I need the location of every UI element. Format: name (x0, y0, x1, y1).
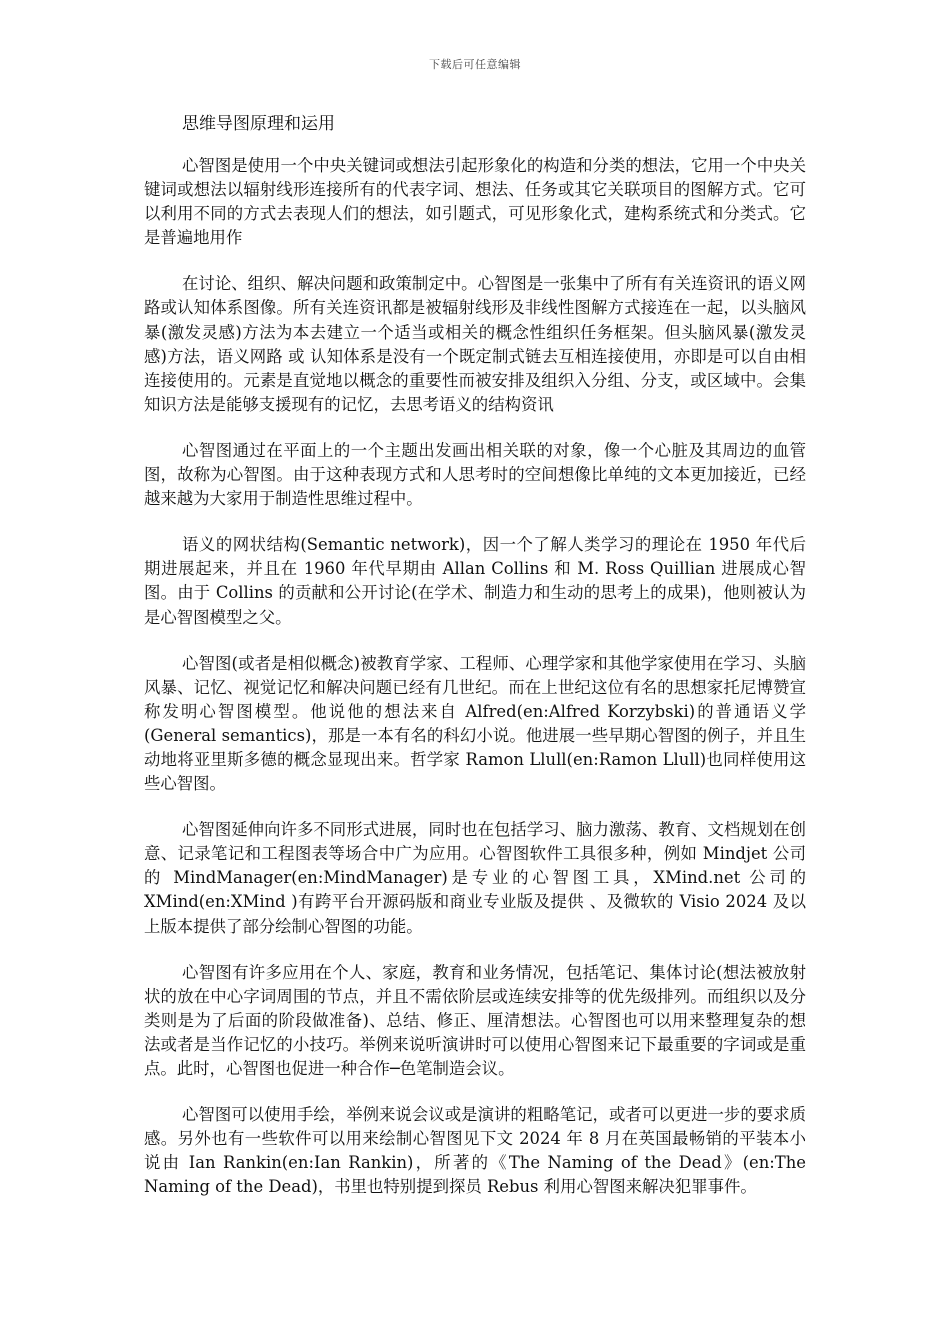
paragraph-6: 心智图延伸向许多不同形式进展，同时也在包括学习、脑力激荡、教育、文档规划在创意、记录笔记和工程图表等场合中广为应用。心智图软件工具很多种，例如 Mindjet 公司的 MindManager(en:MindManager)是专业的心智图工具，XMind.net 公司的 XMind(en:XMind )有跨平台开源码版和商业专业版及提供 、及微软的 Visio 2024 及以上版本提供了部分绘制心智图的功能。 (144, 820, 806, 936)
paragraph-4: 语义的网状结构(Semantic network)，因一个了解人类学习的理论在 1950 年代后期进展起来，并且在 1960 年代早期由 Allan Collins 和 M. Ross Quillian 进展成心智图。由于 Collins 的贡献和公开讨论(在学术、制造力和生动的思考上的成果)，他则被认为是心智图模型之父。 (144, 535, 806, 627)
paragraph-7: 心智图有许多应用在个人、家庭，教育和业务情况，包括笔记、集体讨论(想法被放射状的放在中心字词周围的节点，并且不需依阶层或连续安排等的优先级排列。而组织以及分类则是为了后面的阶段做准备)、总结、修正、厘清想法。心智图也可以用来整理复杂的想法或者是当作记忆的小技巧。举例来说听演讲时可以使用心智图来记下最重要的字词或是重点。此时，心智图也促进一种合作─色笔制造会议。 (144, 962, 806, 1078)
paragraph-3: 心智图通过在平面上的一个主题出发画出相关联的对象，像一个心脏及其周边的血管图，故称为心智图。由于这种表现方式和人思考时的空间想像比单纯的文本更加接近，已经越来越为大家用于制造性思维过程中。 (144, 440, 806, 509)
paragraph-8: 心智图可以使用手绘，举例来说会议或是演讲的粗略笔记，或者可以更进一步的要求质感。另外也有一些软件可以用来绘制心智图见下文 2024 年 8 月在英国最畅销的平装本小说由 Ian Rankin(en:Ian Rankin)，所著的《The Naming of the Dead》(en:The Naming of the Dead)，书里也特别提到探员 Rebus 利用心智图来解决犯罪事件。 (144, 1105, 806, 1197)
paragraph-2: 在讨论、组织、解决问题和政策制定中。心智图是一张集中了所有有关连资讯的语义网路或认知体系图像。所有关连资讯都是被辐射线形及非线性图解方式接连在一起，以头脑风暴(激发灵感)方法为本去建立一个适当或相关的概念性组织任务框架。但头脑风暴(激发灵感)方法，语义网路 或 认知体系是没有一个既定制式链去互相连接使用，亦即是可以自由相连接使用的。元素是直觉地以概念的重要性而被安排及组织入分组、分支，或区域中。会集知识方法是能够支援现有的记忆，去思考语义的结构资讯 (144, 274, 806, 414)
document-body (144, 112, 806, 1221)
page-header: 下载后可任意编辑 (429, 58, 521, 71)
document-title: 思维导图原理和运用 (182, 114, 335, 134)
paragraph-5: 心智图(或者是相似概念)被教育学家、工程师、心理学家和其他学家使用在学习、头脑风暴、记忆、视觉记忆和解决问题已经有几世纪。而在上世纪这位有名的思想家托尼博赞宣称发明心智图模型。他说他的想法来自 Alfred(en:Alfred Korzybski)的普通语义学(General semantics)，那是一本有名的科幻小说。他进展一些早期心智图的例子，并且生动地将亚里斯多德的概念显现出来。哲学家 Ramon Llull(en:Ramon Llull)也同样使用这些心智图。 (144, 653, 806, 794)
paragraph-1: 心智图是使用一个中央关键词或想法引起形象化的构造和分类的想法，它用一个中央关键词或想法以辐射线形连接所有的代表字词、想法、任务或其它关联项目的图解方式。它可以利用不同的方式去表现人们的想法，如引题式，可见形象化式，建构系统式和分类式。它是普遍地用作 (144, 156, 806, 248)
